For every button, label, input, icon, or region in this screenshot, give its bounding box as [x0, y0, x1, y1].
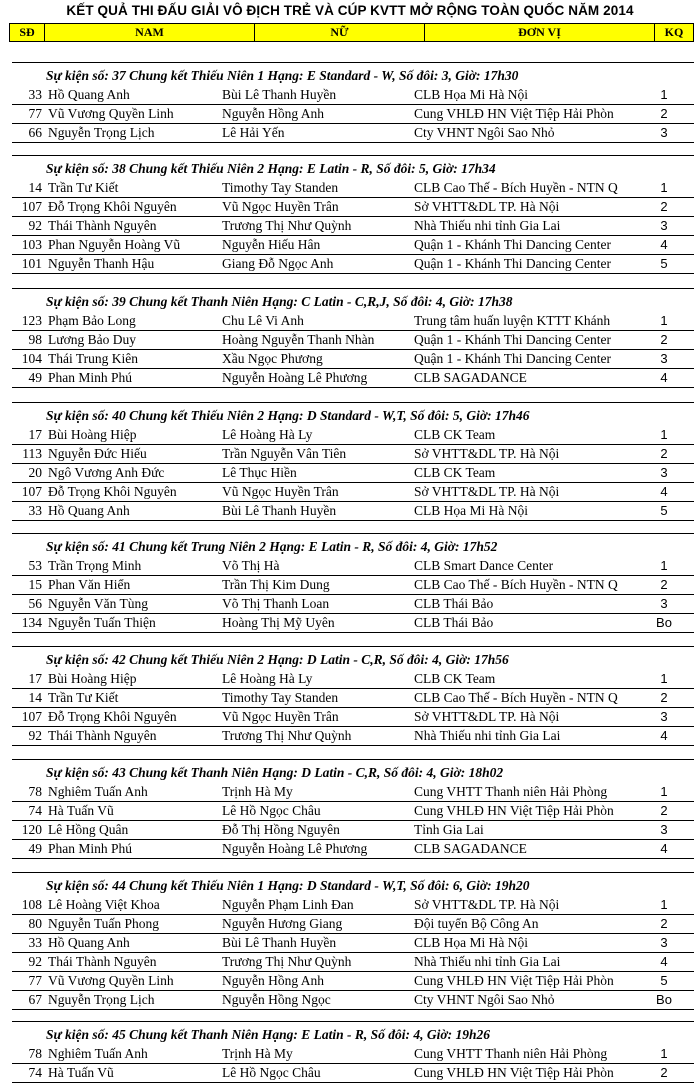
- female-dancer: Hoàng Nguyễn Thanh Nhàn: [222, 331, 375, 347]
- club: CLB SAGADANCE: [414, 840, 527, 856]
- result: 1: [660, 1046, 668, 1061]
- result: 3: [660, 350, 668, 366]
- club: Nhà Thiếu nhi tỉnh Gia Lai: [414, 953, 561, 969]
- female-dancer: Nguyễn Hoàng Lê Phương: [222, 840, 368, 856]
- couple-number: 103: [21, 236, 42, 252]
- result: 2: [660, 105, 668, 121]
- female-dancer: Lê Hoàng Hà Ly: [222, 427, 313, 442]
- couple-number: 104: [21, 350, 42, 366]
- divider: [12, 288, 694, 289]
- club: CLB Họa Mi Hà Nội: [414, 87, 528, 102]
- row-divider: [12, 1082, 694, 1083]
- club: CLB Họa Mi Hà Nội: [414, 502, 528, 518]
- male-dancer: Nghiêm Tuấn Anh: [48, 1046, 148, 1061]
- result: 2: [660, 198, 668, 214]
- table-row: [12, 840, 694, 859]
- result: 1: [660, 558, 668, 573]
- male-dancer: Hà Tuấn Vũ: [48, 1064, 114, 1080]
- club: Cung VHLĐ HN Việt Tiệp Hải Phòn: [414, 105, 614, 121]
- divider: [12, 62, 694, 63]
- table-row: [12, 217, 694, 236]
- female-dancer: Trịnh Hà My: [222, 784, 293, 799]
- female-dancer: Nguyễn Hiếu Hân: [222, 236, 321, 252]
- result: 3: [660, 595, 668, 611]
- male-dancer: Vũ Vương Quyền Linh: [48, 972, 174, 988]
- table-row: [12, 331, 694, 350]
- male-dancer: Đỗ Trọng Khôi Nguyên: [48, 483, 177, 499]
- event-title: Sự kiện số: 45 Chung kết Thanh Niên Hạng: E Latin - R, Số đôi: 4, Giờ: 19h26: [46, 1027, 491, 1042]
- table-row: [12, 105, 694, 124]
- female-dancer: Bùi Lê Thanh Huyền: [222, 87, 337, 102]
- event-title: Sự kiện số: 38 Chung kết Thiếu Niên 2 Hạng: E Latin - R, Số đôi: 5, Giờ: 17h34: [46, 161, 496, 176]
- female-dancer: Nguyễn Phạm Linh Đan: [222, 897, 354, 912]
- table-row: [12, 350, 694, 369]
- event-block: [12, 62, 694, 147]
- header-nam: NAM: [44, 24, 254, 41]
- male-dancer: Đỗ Trọng Khôi Nguyên: [48, 708, 177, 724]
- female-dancer: Lê Hải Yến: [222, 124, 285, 140]
- divider: [12, 402, 694, 403]
- result: 2: [660, 1064, 668, 1080]
- couple-number: 107: [21, 708, 42, 724]
- table-row: [12, 934, 694, 953]
- result: 4: [660, 840, 668, 856]
- row-divider: [12, 632, 694, 633]
- female-dancer: Trần Thị Kim Dung: [222, 576, 330, 592]
- table-row: [12, 915, 694, 934]
- female-dancer: Bùi Lê Thanh Huyền: [222, 502, 337, 518]
- event-title: Sự kiện số: 41 Chung kết Trung Niên 2 Hạng: E Latin - R, Số đôi: 4, Giờ: 17h52: [46, 539, 498, 554]
- club: Cung VHTT Thanh niên Hải Phòng: [414, 1046, 608, 1061]
- club: CLB Cao Thế - Bích Huyền - NTN Q: [414, 180, 618, 195]
- male-dancer: Nghiêm Tuấn Anh: [48, 784, 148, 799]
- male-dancer: Nguyễn Đức Hiếu: [48, 445, 147, 461]
- male-dancer: Bùi Hoàng Hiệp: [48, 427, 137, 442]
- couple-number: 66: [28, 124, 42, 140]
- male-dancer: Phan Minh Phú: [48, 840, 133, 856]
- result: 5: [660, 972, 668, 988]
- club: Quận 1 - Khánh Thi Dancing Center: [414, 255, 611, 271]
- event-block: [12, 646, 694, 750]
- club: Nhà Thiếu nhi tỉnh Gia Lai: [414, 217, 561, 233]
- club: CLB Thái Bảo: [414, 614, 494, 630]
- club: CLB CK Team: [414, 671, 496, 686]
- male-dancer: Nguyễn Thanh Hậu: [48, 255, 155, 271]
- female-dancer: Vũ Ngọc Huyền Trân: [222, 483, 339, 499]
- male-dancer: Hồ Quang Anh: [48, 934, 130, 950]
- male-dancer: Đỗ Trọng Khôi Nguyên: [48, 198, 177, 214]
- club: Sở VHTT&DL TP. Hà Nội: [414, 708, 560, 724]
- event-title: Sự kiện số: 44 Chung kết Thiếu Niên 1 Hạng: D Standard - W,T, Số đôi: 6, Giờ: 19h20: [46, 878, 530, 893]
- male-dancer: Lê Hoàng Việt Khoa: [48, 897, 160, 912]
- couple-number: 92: [28, 217, 42, 233]
- club: Đội tuyển Bộ Công An: [414, 915, 539, 931]
- couple-number: 92: [28, 953, 42, 969]
- result: Bo: [656, 614, 672, 630]
- event-block: [12, 533, 694, 637]
- table-row: [12, 821, 694, 840]
- male-dancer: Phạm Bảo Long: [48, 313, 136, 328]
- male-dancer: Lê Hồng Quân: [48, 821, 129, 837]
- male-dancer: Trần Tư Kiết: [48, 180, 119, 195]
- female-dancer: Nguyễn Hồng Ngọc: [222, 991, 331, 1007]
- result: 1: [660, 671, 668, 686]
- table-row: [12, 502, 694, 521]
- event-title: Sự kiện số: 39 Chung kết Thanh Niên Hạng: C Latin - C,R,J, Số đôi: 4, Giờ: 17h38: [46, 294, 513, 309]
- female-dancer: Võ Thị Hà: [222, 558, 280, 573]
- event-block: [12, 402, 694, 525]
- male-dancer: Nguyễn Văn Tùng: [48, 595, 148, 611]
- result: 4: [660, 483, 668, 499]
- table-row: [12, 198, 694, 217]
- club: Nhà Thiếu nhi tỉnh Gia Lai: [414, 727, 561, 743]
- male-dancer: Phan Nguyễn Hoàng Vũ: [48, 236, 181, 252]
- result: 4: [660, 236, 668, 252]
- table-row: [12, 255, 694, 274]
- couple-number: 77: [28, 972, 42, 988]
- table-row: [12, 576, 694, 595]
- male-dancer: Thái Thành Nguyên: [48, 727, 157, 743]
- result: 3: [660, 217, 668, 233]
- female-dancer: Hoàng Thị Mỹ Uyên: [222, 614, 335, 630]
- couple-number: 56: [28, 595, 42, 611]
- female-dancer: Lê Hồ Ngọc Châu: [222, 1064, 321, 1080]
- male-dancer: Thái Thành Nguyên: [48, 953, 157, 969]
- row-divider: [12, 142, 694, 143]
- couple-number: 120: [21, 821, 42, 837]
- club: Cung VHLĐ HN Việt Tiệp Hải Phòn: [414, 802, 614, 818]
- couple-number: 49: [28, 369, 42, 385]
- club: CLB Thái Bảo: [414, 595, 494, 611]
- couple-number: 33: [28, 934, 42, 950]
- event-block: [12, 759, 694, 863]
- table-row: [12, 1045, 694, 1064]
- result: 1: [660, 784, 668, 799]
- result: 3: [660, 464, 668, 480]
- couple-number: 15: [28, 576, 42, 592]
- result: Bo: [656, 991, 672, 1007]
- female-dancer: Trần Nguyễn Vân Tiên: [222, 445, 347, 461]
- male-dancer: Hồ Quang Anh: [48, 502, 130, 518]
- table-row: [12, 369, 694, 388]
- row-divider: [12, 858, 694, 859]
- result: 5: [660, 255, 668, 271]
- table-row: [12, 802, 694, 821]
- result: 3: [660, 708, 668, 724]
- table-row: [12, 614, 694, 633]
- club: CLB CK Team: [414, 427, 496, 442]
- result: 5: [660, 502, 668, 518]
- female-dancer: Đỗ Thị Hồng Nguyên: [222, 821, 340, 837]
- result: 1: [660, 87, 668, 102]
- female-dancer: Vũ Ngọc Huyền Trân: [222, 708, 339, 724]
- female-dancer: Trịnh Hà My: [222, 1046, 293, 1061]
- club: Cty VHNT Ngôi Sao Nhỏ: [414, 991, 555, 1007]
- result: 1: [660, 897, 668, 912]
- male-dancer: Ngô Vương Anh Đức: [48, 464, 165, 480]
- result: 2: [660, 689, 668, 705]
- female-dancer: Trương Thị Như Quỳnh: [222, 953, 352, 969]
- female-dancer: Xầu Ngọc Phương: [222, 350, 323, 366]
- result: 3: [660, 934, 668, 950]
- event-title: Sự kiện số: 43 Chung kết Thanh Niên Hạng: D Latin - C,R, Số đôi: 4, Giờ: 18h02: [46, 765, 504, 780]
- table-row: [12, 783, 694, 802]
- male-dancer: Trần Trọng Minh: [48, 558, 142, 573]
- club: Sở VHTT&DL TP. Hà Nội: [414, 198, 560, 214]
- result: 4: [660, 369, 668, 385]
- table-row: [12, 670, 694, 689]
- couple-number: 77: [28, 105, 42, 121]
- divider: [12, 646, 694, 647]
- club: Trung tâm huấn luyện KTTT Khánh: [414, 313, 611, 328]
- header-sd: SĐ: [19, 25, 35, 39]
- couple-number: 74: [28, 802, 42, 818]
- table-row: [12, 557, 694, 576]
- result: 3: [660, 821, 668, 837]
- club: Cung VHTT Thanh niên Hải Phòng: [414, 784, 608, 799]
- male-dancer: Vũ Vương Quyền Linh: [48, 105, 174, 121]
- club: Cty VHNT Ngôi Sao Nhỏ: [414, 124, 555, 140]
- female-dancer: Lê Thục Hiền: [222, 464, 297, 480]
- table-row: [12, 124, 694, 143]
- row-divider: [12, 745, 694, 746]
- couple-number: 92: [28, 727, 42, 743]
- result: 1: [660, 180, 668, 195]
- couple-number: 123: [21, 313, 42, 328]
- male-dancer: Nguyễn Trọng Lịch: [48, 991, 155, 1007]
- club: Cung VHLĐ HN Việt Tiệp Hải Phòn: [414, 1064, 614, 1080]
- club: Sở VHTT&DL TP. Hà Nội: [414, 445, 560, 461]
- male-dancer: Hà Tuấn Vũ: [48, 802, 114, 818]
- male-dancer: Hồ Quang Anh: [48, 87, 130, 102]
- header-nu: NỮ: [254, 24, 424, 41]
- event-block: [12, 288, 694, 392]
- female-dancer: Bùi Lê Thanh Huyền: [222, 934, 337, 950]
- female-dancer: Nguyễn Hoàng Lê Phương: [222, 369, 368, 385]
- male-dancer: Phan Minh Phú: [48, 369, 133, 385]
- divider: [12, 1021, 694, 1022]
- divider: [12, 872, 694, 873]
- couple-number: 80: [28, 915, 42, 931]
- table-row: [12, 312, 694, 331]
- female-dancer: Lê Hoàng Hà Ly: [222, 671, 313, 686]
- table-row: [12, 426, 694, 445]
- event-title: Sự kiện số: 40 Chung kết Thiếu Niên 2 Hạng: D Standard - W,T, Số đôi: 5, Giờ: 17h46: [46, 408, 530, 423]
- club: Cung VHLĐ HN Việt Tiệp Hải Phòn: [414, 972, 614, 988]
- female-dancer: Giang Đỗ Ngọc Anh: [222, 255, 334, 271]
- couple-number: 78: [28, 784, 42, 799]
- table-row: [12, 708, 694, 727]
- male-dancer: Nguyễn Tuấn Thiện: [48, 614, 156, 630]
- event-title: Sự kiện số: 42 Chung kết Thiếu Niên 2 Hạng: D Latin - C,R, Số đôi: 4, Giờ: 17h56: [46, 652, 509, 667]
- couple-number: 113: [22, 445, 42, 461]
- club: CLB CK Team: [414, 464, 496, 480]
- couple-number: 101: [21, 255, 42, 271]
- couple-number: 67: [28, 991, 42, 1007]
- male-dancer: Thái Trung Kiên: [48, 350, 139, 366]
- couple-number: 74: [28, 1064, 42, 1080]
- table-row: [12, 464, 694, 483]
- couple-number: 78: [28, 1046, 42, 1061]
- page-title: KẾT QUẢ THI ĐẤU GIẢI VÔ ĐỊCH TRẺ VÀ CÚP KVTT MỞ RỘNG TOÀN QUỐC NĂM 2014: [66, 3, 634, 18]
- table-row: [12, 972, 694, 991]
- table-row: [12, 991, 694, 1010]
- result: 3: [660, 124, 668, 140]
- club: CLB Smart Dance Center: [414, 558, 554, 573]
- female-dancer: Nguyễn Hồng Anh: [222, 105, 324, 121]
- club: Tỉnh Gia Lai: [414, 821, 484, 837]
- club: Sở VHTT&DL TP. Hà Nội: [414, 897, 560, 912]
- female-dancer: Timothy Tay Standen: [222, 180, 339, 195]
- male-dancer: Phan Văn Hiển: [48, 576, 131, 592]
- table-row: [12, 86, 694, 105]
- table-row: [12, 445, 694, 464]
- club: CLB Họa Mi Hà Nội: [414, 934, 528, 950]
- male-dancer: Trần Tư Kiết: [48, 689, 119, 705]
- male-dancer: Nguyễn Trọng Lịch: [48, 124, 155, 140]
- result: 1: [660, 427, 668, 442]
- table-row: [12, 953, 694, 972]
- couple-number: 107: [21, 483, 42, 499]
- table-row: [12, 483, 694, 502]
- table-row: [12, 179, 694, 198]
- couple-number: 108: [21, 897, 42, 912]
- couple-number: 20: [28, 464, 42, 480]
- result: 2: [660, 915, 668, 931]
- couple-number: 107: [21, 198, 42, 214]
- divider: [12, 155, 694, 156]
- male-dancer: Bùi Hoàng Hiệp: [48, 671, 137, 686]
- female-dancer: Timothy Tay Standen: [222, 689, 339, 705]
- table-row: [12, 896, 694, 915]
- table-row: [12, 1064, 694, 1083]
- result: 4: [660, 953, 668, 969]
- table-row: [12, 595, 694, 614]
- female-dancer: Trương Thị Như Quỳnh: [222, 727, 352, 743]
- row-divider: [12, 520, 694, 521]
- divider: [12, 759, 694, 760]
- couple-number: 14: [28, 180, 42, 195]
- couple-number: 33: [28, 502, 42, 518]
- couple-number: 17: [28, 671, 42, 686]
- row-divider: [12, 1009, 694, 1010]
- header-don-vi: ĐƠN VỊ: [424, 24, 654, 41]
- row-divider: [12, 387, 694, 388]
- female-dancer: Nguyễn Hồng Anh: [222, 972, 324, 988]
- male-dancer: Thái Thành Nguyên: [48, 217, 157, 233]
- table-header: [9, 23, 694, 42]
- club: CLB Cao Thế - Bích Huyền - NTN Q: [414, 689, 618, 705]
- female-dancer: Vũ Ngọc Huyền Trân: [222, 198, 339, 214]
- result: 2: [660, 802, 668, 818]
- female-dancer: Võ Thị Thanh Loan: [222, 595, 330, 611]
- couple-number: 98: [28, 331, 42, 347]
- female-dancer: Chu Lê Vi Anh: [222, 313, 304, 328]
- female-dancer: Lê Hồ Ngọc Châu: [222, 802, 321, 818]
- row-divider: [12, 273, 694, 274]
- couple-number: 17: [28, 427, 42, 442]
- event-block: [12, 872, 694, 1013]
- club: CLB Cao Thế - Bích Huyền - NTN Q: [414, 576, 618, 592]
- couple-number: 53: [28, 558, 42, 573]
- header-kq: KQ: [654, 24, 693, 41]
- couple-number: 49: [28, 840, 42, 856]
- result: 1: [660, 313, 668, 328]
- male-dancer: Nguyễn Tuấn Phong: [48, 915, 160, 931]
- event-block: [12, 155, 694, 278]
- result: 4: [660, 727, 668, 743]
- club: Quận 1 - Khánh Thi Dancing Center: [414, 331, 611, 347]
- result: 2: [660, 331, 668, 347]
- event-block: [12, 1021, 694, 1087]
- female-dancer: Trương Thị Như Quỳnh: [222, 217, 352, 233]
- male-dancer: Lương Bảo Duy: [48, 331, 136, 347]
- table-row: [12, 689, 694, 708]
- divider: [12, 533, 694, 534]
- couple-number: 14: [28, 689, 42, 705]
- table-row: [12, 236, 694, 255]
- female-dancer: Nguyễn Hương Giang: [222, 915, 343, 931]
- couple-number: 33: [28, 87, 42, 102]
- couple-number: 134: [21, 614, 42, 630]
- result: 2: [660, 576, 668, 592]
- result: 2: [660, 445, 668, 461]
- event-title: Sự kiện số: 37 Chung kết Thiếu Niên 1 Hạng: E Standard - W, Số đôi: 3, Giờ: 17h30: [46, 68, 519, 83]
- club: CLB SAGADANCE: [414, 369, 527, 385]
- club: Quận 1 - Khánh Thi Dancing Center: [414, 236, 611, 252]
- club: Quận 1 - Khánh Thi Dancing Center: [414, 350, 611, 366]
- table-row: [12, 727, 694, 746]
- club: Sở VHTT&DL TP. Hà Nội: [414, 483, 560, 499]
